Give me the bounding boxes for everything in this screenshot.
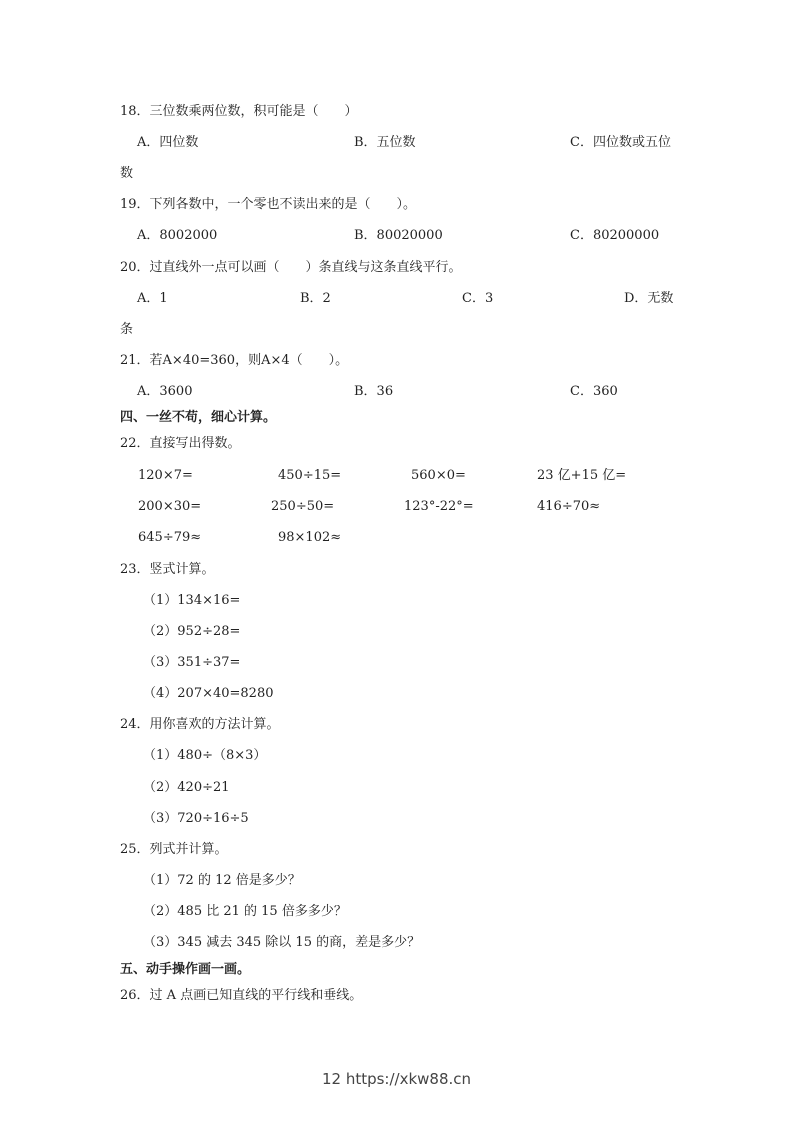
question-21-option-a[interactable]: A．3600 (137, 384, 193, 399)
question-22-stem: 22．直接写出得数。 (120, 436, 241, 451)
question-21-stem: 21．若A×40=360，则A×4（ ）。 (120, 353, 349, 368)
page-footer: 12 https://xkw88.cn (321, 1070, 472, 1088)
question-20-option-d[interactable]: D．无数 (624, 291, 674, 306)
q22-item: 123°-22°= (404, 499, 474, 514)
q22-item: 560×0= (411, 468, 466, 483)
q25-item: （1）72 的 12 倍是多少？ (143, 873, 301, 888)
question-23-stem: 23．竖式计算。 (120, 562, 215, 577)
q22-item: 120×7= (138, 468, 193, 483)
question-18-stem: 18．三位数乘两位数，积可能是（ ） (120, 104, 358, 119)
question-18-option-b[interactable]: B．五位数 (354, 135, 416, 150)
question-18-option-a[interactable]: A．四位数 (137, 135, 199, 150)
q24-item: （3）720÷16÷5 (143, 811, 249, 826)
q22-item: 645÷79≈ (138, 530, 202, 545)
question-20-option-d-wrap: 条 (120, 322, 134, 337)
question-20-option-b[interactable]: B．2 (300, 291, 331, 306)
q25-item: （2）485 比 21 的 15 倍多多少？ (143, 904, 347, 919)
question-18-option-c-wrap: 数 (120, 166, 134, 181)
question-21-option-b[interactable]: B．36 (354, 384, 394, 399)
question-26-stem: 26．过 A 点画已知直线的平行线和垂线。 (120, 988, 363, 1003)
question-19-stem: 19．下列各数中，一个零也不读出来的是（ ）。 (120, 197, 417, 212)
q23-item: （1）134×16= (143, 593, 241, 608)
q22-item: 250÷50= (271, 499, 335, 514)
section-5-title: 五、动手操作画一画。 (120, 962, 251, 977)
q22-item: 23 亿+15 亿= (537, 468, 627, 483)
question-21-option-c[interactable]: C．360 (570, 384, 618, 399)
q25-item: （3）345 减去 345 除以 15 的商，差是多少？ (143, 935, 421, 950)
question-20-stem: 20．过直线外一点可以画（ ）条直线与这条直线平行。 (120, 260, 462, 275)
question-20-option-a[interactable]: A．1 (137, 291, 168, 306)
q22-item: 98×102≈ (278, 530, 342, 545)
question-19-option-a[interactable]: A．8002000 (137, 228, 218, 243)
question-20-option-c[interactable]: C．3 (462, 291, 494, 306)
q23-item: （2）952÷28= (143, 624, 241, 639)
question-25-stem: 25．列式并计算。 (120, 842, 228, 857)
section-4-title: 四、一丝不苟，细心计算。 (120, 410, 277, 425)
q23-item: （4）207×40=8280 (143, 686, 274, 701)
question-24-stem: 24．用你喜欢的方法计算。 (120, 717, 280, 732)
q22-item: 200×30= (138, 499, 202, 514)
q24-item: （2）420÷21 (143, 780, 230, 795)
q24-item: （1）480÷（8×3） (143, 748, 267, 763)
question-18-option-c[interactable]: C．四位数或五位 (570, 135, 671, 150)
q23-item: （3）351÷37= (143, 655, 241, 670)
question-19-option-c[interactable]: C．80200000 (570, 228, 660, 243)
question-19-option-b[interactable]: B．80020000 (354, 228, 443, 243)
q22-item: 450÷15= (278, 468, 342, 483)
q22-item: 416÷70≈ (537, 499, 601, 514)
